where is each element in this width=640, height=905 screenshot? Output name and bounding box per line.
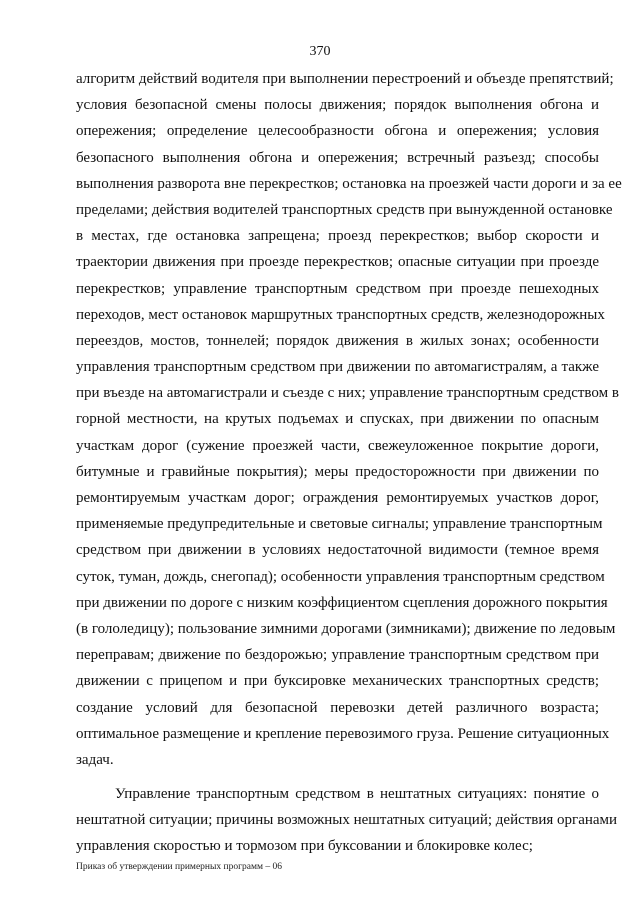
text-line: битумные и гравийные покрытия); меры предосторожности при движении по (76, 463, 599, 480)
text-line: создание условий для безопасной перевозки детей различного возраста; (76, 699, 599, 716)
text-line: задач. (76, 751, 114, 768)
text-line: средством при движении в условиях недостаточной видимости (темное время (76, 542, 599, 559)
text-line: в местах, где остановка запрещена; проезд перекрестков; выбор скорости и (76, 228, 599, 245)
text-line: ремонтируемым участкам дорог; ограждения ремонтируемых участков дорог, (76, 490, 599, 506)
text-line: движении с прицепом и при буксировке механических транспортных средств; (76, 673, 599, 690)
text-line: (в гололедицу); пользование зимними дорогами (зимниками); движение по ледовым (76, 620, 616, 637)
footer-note: Приказ об утверждении примерных программ – 06 (76, 862, 282, 872)
text-line: при движении по дороге с низким коэффициентом сцепления дорожного покрытия (76, 594, 608, 611)
text-line: алгоритм действий водителя при выполнении перестроений и объезде препятствий; (76, 71, 614, 87)
paragraph-2 (76, 781, 618, 860)
text-line: переходов, мест остановок маршрутных транспортных средств, железнодорожных (76, 306, 605, 323)
text-line: пределами; действия водителей транспортных средств при вынужденной остановке (76, 201, 613, 218)
paragraph-gap (76, 773, 599, 781)
text-line: условия безопасной смены полосы движения; порядок выполнения обгона и (76, 97, 599, 114)
paragraph-1 (76, 66, 622, 773)
text-line: перекрестков; управление транспортным средством при проезде пешеходных (76, 280, 599, 297)
body-text (76, 66, 622, 860)
text-line: управления скоростью и тормозом при буксовании и блокировке колес; (76, 838, 533, 855)
text-line: выполнения разворота вне перекрестков; остановка на проезжей части дороги и за ее (76, 175, 622, 192)
text-line: опережения; определение целесообразности обгона и опережения; условия (76, 123, 599, 140)
text-line: применяемые предупредительные и световые сигналы; управление транспортным (76, 516, 603, 533)
text-line: участкам дорог (сужение проезжей части, свежеуложенное покрытие дороги, (76, 437, 599, 454)
text-line: переездов, мостов, тоннелей; порядок движения в жилых зонах; особенности (76, 332, 599, 349)
page-number: 370 (309, 44, 331, 59)
text-line: оптимальное размещение и крепление перевозимого груза. Решение ситуационных (76, 725, 610, 742)
text-line: горной местности, на крутых подъемах и спусках, при движении по опасным (76, 411, 599, 428)
text-line: безопасного выполнения обгона и опережения; встречный разъезд; способы (76, 149, 599, 166)
text-line: при въезде на автомагистрали и съезде с них; управление транспортным средством в (76, 385, 619, 402)
text-line: суток, туман, дождь, снегопад); особенности управления транспортным средством (76, 568, 605, 585)
text-line: переправам; движение по бездорожью; управление транспортным средством при (76, 647, 599, 664)
text-line: управления транспортным средством при движении по автомагистралям, а также (76, 359, 599, 376)
text-line: нештатной ситуации; причины возможных нештатных ситуаций; действия органами (76, 812, 618, 829)
text-line: Управление транспортным средством в нештатных ситуациях: понятие о (115, 786, 599, 803)
text-line: траектории движения при проезде перекрестков; опасные ситуации при проезде (76, 254, 599, 271)
